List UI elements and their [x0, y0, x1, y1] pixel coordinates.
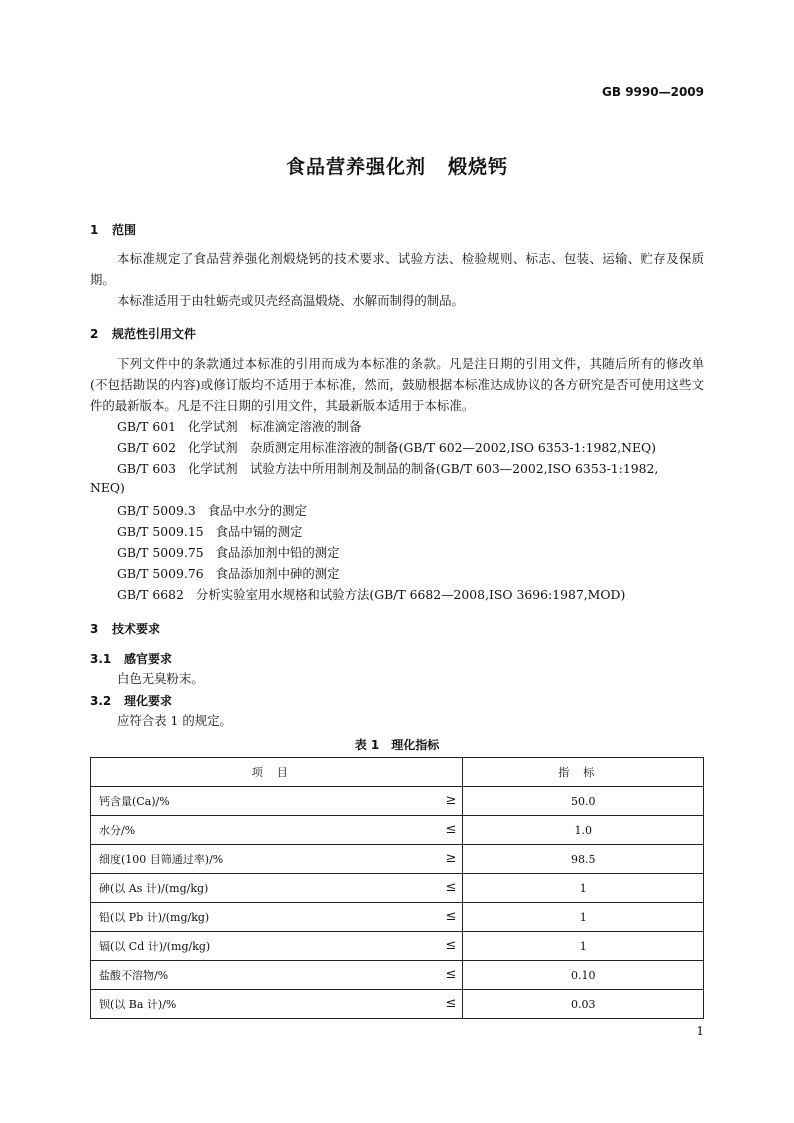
reference-item: GB/T 5009.3 食品中水分的测定: [117, 503, 307, 518]
title-part-2: 煅烧钙: [448, 156, 509, 178]
section-1-heading: [90, 221, 136, 238]
paragraph: 应符合表 1 的规定。: [117, 713, 232, 728]
document-title: [0, 152, 794, 179]
table-row: [91, 845, 704, 874]
comparison-symbol: ≥: [445, 851, 457, 866]
reference-item: GB/T 6682 分析实验室用水规格和试验方法(GB/T 6682—2008,ISO 3696:1987,MOD): [117, 587, 626, 602]
reference-item: GB/T 5009.15 食品中镉的测定: [117, 524, 303, 539]
value-cell: 0.03: [463, 990, 704, 1019]
specification-table: [90, 757, 704, 1019]
reference-item: GB/T 5009.75 食品添加剂中铅的测定: [117, 545, 340, 560]
paragraph: 下列文件中的条款通过本标准的引用而成为本标准的条款。凡是注日期的引用文件，其随后所有的修改单(不包括勘误的内容)或修订版均不适用于本标准，然而，鼓励根据本标准达成协议的各方研究是否可使用这些文件的最新版本。凡是不注日期的引用文件，其最新版本适用于本标准。: [90, 356, 704, 413]
section-number: 3: [90, 622, 99, 636]
comparison-symbol: ≤: [445, 967, 457, 982]
comparison-symbol: ≤: [445, 996, 457, 1011]
item-cell: 钙含量(Ca)/% ≥: [91, 787, 463, 816]
item-cell: 镉(以 Cd 计)/(mg/kg) ≤: [91, 932, 463, 961]
section-3-2-heading: [90, 692, 172, 709]
value-cell: 50.0: [463, 787, 704, 816]
item-cell: 砷(以 As 计)/(mg/kg) ≤: [91, 874, 463, 903]
reference-item-continuation: NEQ): [90, 480, 125, 495]
section-number: 2: [90, 327, 99, 341]
table-number: 表 1: [354, 738, 380, 752]
item-cell: 细度(100 目筛通过率)/% ≥: [91, 845, 463, 874]
table-caption: [0, 736, 794, 753]
item-cell: 钡(以 Ba 计)/% ≤: [91, 990, 463, 1019]
item-cell: 水分/% ≤: [91, 816, 463, 845]
page-number: 1: [696, 1024, 704, 1038]
reference-item: GB/T 602 化学试剂 杂质测定用标准溶液的制备(GB/T 602—2002,ISO 6353-1:1982,NEQ): [117, 440, 657, 455]
table-header-row: [91, 758, 704, 787]
section-3-1-heading: [90, 650, 172, 667]
value-cell: 1: [463, 874, 704, 903]
comparison-symbol: ≤: [445, 822, 457, 837]
value-cell: 98.5: [463, 845, 704, 874]
column-header-item: 项目: [91, 758, 463, 787]
table-row: [91, 816, 704, 845]
reference-item: GB/T 601 化学试剂 标准滴定溶液的制备: [117, 419, 362, 434]
comparison-symbol: ≥: [445, 793, 457, 808]
title-part-1: 食品营养强化剂: [285, 156, 426, 178]
section-title: 技术要求: [112, 622, 161, 636]
section-title: 规范性引用文件: [112, 327, 197, 341]
section-number: 3.2: [90, 694, 112, 708]
comparison-symbol: ≤: [445, 880, 457, 895]
table-row: [91, 903, 704, 932]
value-cell: 1: [463, 903, 704, 932]
standard-code: GB 9990—2009: [602, 85, 704, 99]
section-number: 1: [90, 223, 99, 237]
item-cell: 铅(以 Pb 计)/(mg/kg) ≤: [91, 903, 463, 932]
value-cell: 0.10: [463, 961, 704, 990]
paragraph: 白色无臭粉末。: [117, 671, 204, 686]
table-title: 理化指标: [391, 738, 440, 752]
section-2-heading: [90, 325, 196, 342]
table-row: [91, 787, 704, 816]
table-row: [91, 961, 704, 990]
reference-item: GB/T 603 化学试剂 试验方法中所用制剂及制品的制备(GB/T 603—2002,ISO 6353-1:1982,: [117, 461, 659, 476]
comparison-symbol: ≤: [445, 909, 457, 924]
column-header-value: 指标: [463, 758, 704, 787]
value-cell: 1: [463, 932, 704, 961]
reference-item: GB/T 5009.76 食品添加剂中砷的测定: [117, 566, 340, 581]
table-row: [91, 932, 704, 961]
value-cell: 1.0: [463, 816, 704, 845]
section-3-heading: [90, 620, 160, 637]
table-row: [91, 874, 704, 903]
comparison-symbol: ≤: [445, 938, 457, 953]
section-title: 范围: [112, 223, 137, 237]
section-title: 感官要求: [124, 652, 173, 666]
paragraph: 本标准适用于由牡蛎壳或贝壳经高温煅烧、水解而制得的制品。: [117, 293, 464, 308]
section-title: 理化要求: [124, 694, 173, 708]
table-row: [91, 990, 704, 1019]
paragraph: 本标准规定了食品营养强化剂煅烧钙的技术要求、试验方法、检验规则、标志、包装、运输、贮存及保质期。: [90, 251, 704, 287]
item-cell: 盐酸不溶物/% ≤: [91, 961, 463, 990]
section-number: 3.1: [90, 652, 112, 666]
